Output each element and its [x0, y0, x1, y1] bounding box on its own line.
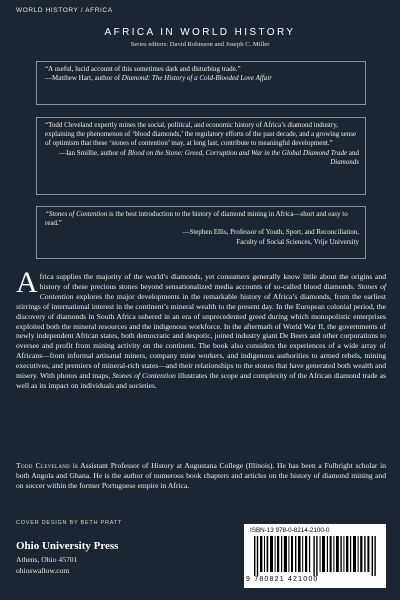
- blurb-attribution-line-1: —Stephen Ellis, Professor of Youth, Sport, and Reconciliation,: [182, 228, 359, 237]
- description-text: frica supplies the majority of the world’s diamonds, yet consumers generally know little about the origins and history of these precious stones beyond sensationalized media accounts of so-called blood diamonds.: [39, 272, 386, 291]
- author-bio-text: is Assistant Professor of History at Augustana College (Illinois). He has been a Fulbright scholar in both Angola and Ghana. He is the author of numerous book chapters and articles on the history of diamond mining and on soccer within the former Portuguese empire in Africa.: [16, 461, 387, 490]
- publisher-name: Ohio University Press: [16, 540, 119, 552]
- description-text: illustrates the scope and complexity of the African diamond trade as well as its impact on individuals and societies.: [16, 371, 387, 390]
- blurb-attribution: [45, 149, 359, 167]
- blurb-attribution-line-2: Faculty of Social Sciences, Vrije University: [236, 237, 359, 246]
- blurb-ellis: [36, 206, 366, 259]
- series-title: AFRICA IN WORLD HISTORY: [104, 27, 296, 38]
- blurb-attribution: [45, 74, 359, 83]
- barcode: [244, 524, 386, 588]
- blurb-quote: “A useful, lucid account of this sometimes dark and disturbing trade.”: [45, 65, 241, 73]
- drop-cap: A: [16, 266, 38, 299]
- barcode-bars-icon: [254, 536, 376, 576]
- quote-book-title: “Stones of Contention: [45, 210, 108, 218]
- category-label: WORLD HISTORY / AFRICA: [16, 7, 113, 14]
- attribution-book-title: Blood on the Stone: Greed, Corruption and War in the Global Diamond Trade: [127, 148, 348, 157]
- series-editors: Series editors: David Robinson and Joseph C. Miller: [130, 41, 270, 48]
- blurb-smillie: [36, 117, 366, 195]
- description-text: explores the major developments in the remarkable history of Africa’s diamonds, from the earliest stirrings of international interest in the continent’s mineral wealth to the present day. In the European colonial period, the discovery of diamonds in South Africa ushered in an era of unprecedented greed during which monopolistic enterprises exploited both the mineral resources and the indigenous workforce. In the aftermath of World War II, the governments of newly independent African states, both democratic and despotic, joined industry giant De Beers and other corporations to oversee and profit from mining activity on the continent. The book also considers the experiences of a wide array of Africans—from informal artisanal miners, company mine workers, and indigenous authorities to armed rebels, mining executives, and premiers of mineral-rich states—and their relationships to the stones that have generated both wealth and misery. With photos and maps,: [16, 291, 386, 381]
- attribution-book-title: Diamond: The History of a Cold-Blooded Love Affair: [121, 74, 272, 83]
- publisher-address: Athens, Ohio 45701: [16, 555, 78, 564]
- blurb-quote: [45, 210, 359, 228]
- cover-design-credit: COVER DESIGN BY BETH PRATT: [16, 520, 122, 526]
- book-description: [16, 266, 387, 391]
- attribution-book-title: Diamonds: [330, 157, 359, 166]
- attribution-text: —Ian Smillie, author of: [59, 148, 128, 157]
- attribution-text: —Matthew Hart, author of: [45, 74, 122, 83]
- quote-text: is the best introduction to the history of diamond mining in Africa—short and easy to read.”: [45, 210, 348, 228]
- description-book-title: Stones of Contention: [39, 281, 386, 301]
- barcode-number: 9 780821 421000: [246, 576, 319, 583]
- attribution-text: and: [347, 148, 359, 157]
- blurb-hart: [36, 61, 366, 105]
- description-book-title: Stones of Contention: [112, 371, 176, 381]
- isbn-label: ISBN-13 978-0-8214-2100-0: [250, 527, 330, 534]
- author-name: Todd Cleveland: [16, 461, 71, 470]
- publisher-website: ohioswallow.com: [16, 566, 70, 575]
- author-bio: [16, 461, 386, 491]
- blurb-quote: “Todd Cleveland expertly mines the social, political, and economic history of Africa’s diamond industry, explaining the phenomenon of ‘blood diamonds,’ the regulatory efforts of the past decade, and a growing sense of optimism that these ‘stones of contention’ may, at long last, contribute to meaningful development.”: [45, 121, 357, 148]
